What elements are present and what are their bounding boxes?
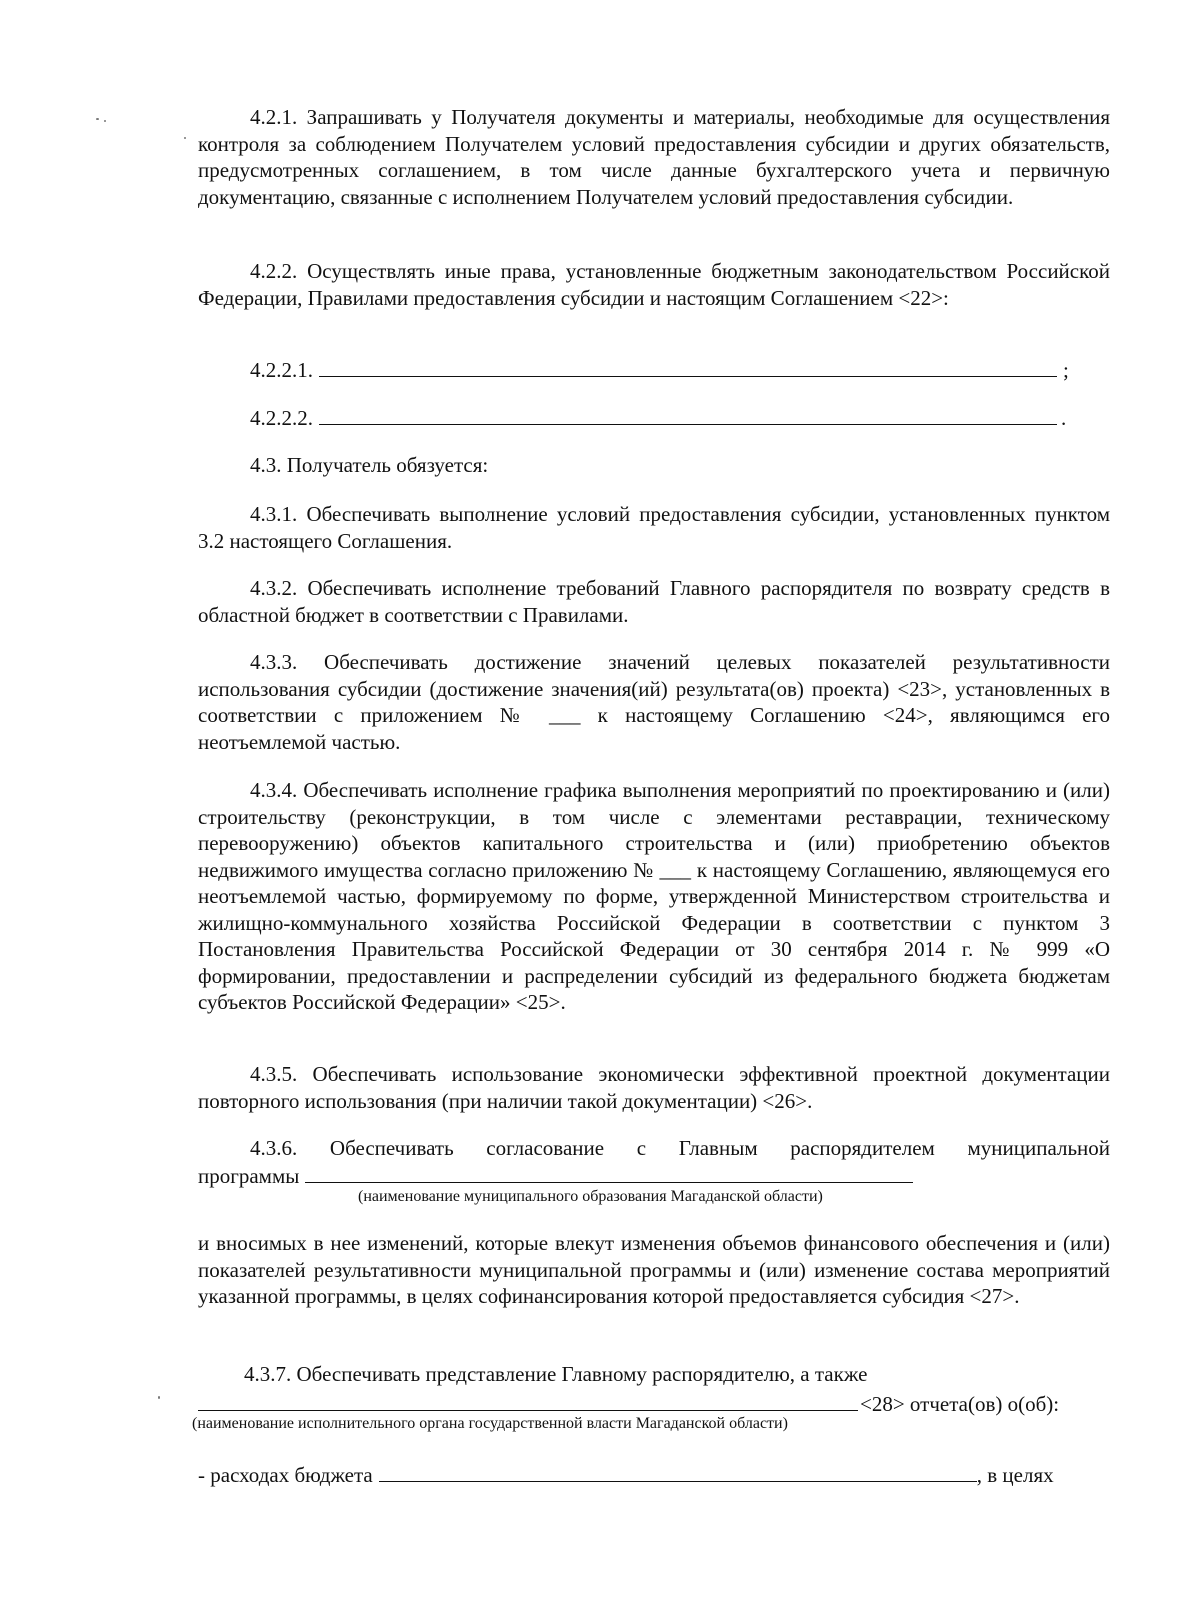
clause-4-2-2-2 bbox=[198, 403, 1110, 432]
clause-4-3-6-program-line bbox=[198, 1161, 1110, 1190]
report-suffix: <28> отчета(ов) о(об): bbox=[860, 1392, 1060, 1416]
clause-4-2-2-1-label: 4.2.2.1. bbox=[250, 358, 313, 382]
scan-speck bbox=[96, 118, 99, 120]
clause-4-2-1: 4.2.1. Запрашивать у Получателя документы и материалы, необходимые для осуществления контроля за соблюдением Получателем условий предоставления субсидии и других обязательств, предусмотренных соглашением, в том числе данные бухгалтерского учета и первичную документацию, связанные с исполнением Получателем условий предоставления субсидии. bbox=[198, 105, 1110, 209]
clause-4-3-3: 4.3.3. Обеспечивать достижение значений целевых показателей результативности использования субсидии (достижение значения(ий) результата(ов) проекта) <23>, установленных в соответствии с приложением № ___ к настоящему Соглашению <24>, являющимся его неотъемлемой частью. bbox=[198, 650, 1110, 754]
scan-speck bbox=[158, 1396, 160, 1399]
clause-4-3-1: 4.3.1. Обеспечивать выполнение условий предоставления субсидии, установленных пунктом 3.2 настоящего Соглашения. bbox=[198, 502, 1110, 553]
expenses-line bbox=[198, 1460, 1110, 1489]
clause-4-2-2: 4.2.2. Осуществлять иные права, установленные бюджетным законодательством Российской Федерации, Правилами предоставления субсидии и настоящим Соглашением <22>: bbox=[198, 259, 1110, 310]
fill-in-line bbox=[379, 1460, 977, 1482]
clause-4-3: 4.3. Получатель обязуется: bbox=[250, 453, 489, 477]
clause-end-mark: ; bbox=[1063, 358, 1069, 382]
clause-4-3-5: 4.3.5. Обеспечивать использование экономически эффективной проектной документации повторного использования (при наличии такой документации) <26>. bbox=[198, 1062, 1110, 1113]
clause-4-3-6-continuation: и вносимых в нее изменений, которые влекут изменения объемов финансового обеспечения и (или) показателей результативности муниципальной программы и (или) изменение состава мероприятий указанной программы, в целях софинансирования которой предоставляется субсидия <27>. bbox=[198, 1231, 1110, 1308]
scan-speck bbox=[184, 137, 186, 139]
authority-caption: (наименование исполнительного органа государственной власти Магаданской области) bbox=[192, 1415, 788, 1432]
municipality-caption: (наименование муниципального образования Магаданской области) bbox=[358, 1188, 823, 1205]
clause-end-mark: . bbox=[1061, 406, 1067, 430]
program-word: программы bbox=[198, 1164, 300, 1188]
fill-in-line bbox=[319, 355, 1057, 377]
clause-4-2-2-2-label: 4.2.2.2. bbox=[250, 406, 313, 430]
clause-4-3-6: 4.3.6. Обеспечивать согласование с Главным распорядителем муниципальной bbox=[250, 1136, 1110, 1160]
expenses-label: - расходах бюджета bbox=[198, 1463, 373, 1487]
scan-speck bbox=[104, 120, 106, 122]
fill-in-line bbox=[319, 403, 1057, 425]
expenses-suffix: , в целях bbox=[976, 1463, 1054, 1487]
clause-4-2-2-1 bbox=[198, 355, 1110, 384]
fill-in-line bbox=[198, 1389, 858, 1411]
clause-4-3-4: 4.3.4. Обеспечивать исполнение графика выполнения мероприятий по проектированию и (или) строительству (реконструкции, в том числе с элементами реставрации, техническому перевооружению) объектов капитального строительства и (или) приобретению объектов недвижимого имущества согласно приложению № ___ к настоящему Соглашению, являющемуся его неотъемлемой частью, формируемому по форме, утвержденной Министерством строительства и жилищно-коммунального хозяйства Российской Федерации в соответствии с пунктом 3 Постановления Правительства Российской Федерации от 30 сентября 2014 г. № 999 «О формировании, предоставлении и распределении субсидий из федерального бюджета бюджетам субъектов Российской Федерации» <25>. bbox=[198, 778, 1110, 1014]
clause-4-3-2: 4.3.2. Обеспечивать исполнение требований Главного распорядителя по возврату средств в областной бюджет в соответствии с Правилами. bbox=[198, 576, 1110, 627]
fill-in-line bbox=[305, 1161, 913, 1183]
clause-4-3-7: 4.3.7. Обеспечивать представление Главному распорядителю, а также bbox=[244, 1362, 868, 1386]
